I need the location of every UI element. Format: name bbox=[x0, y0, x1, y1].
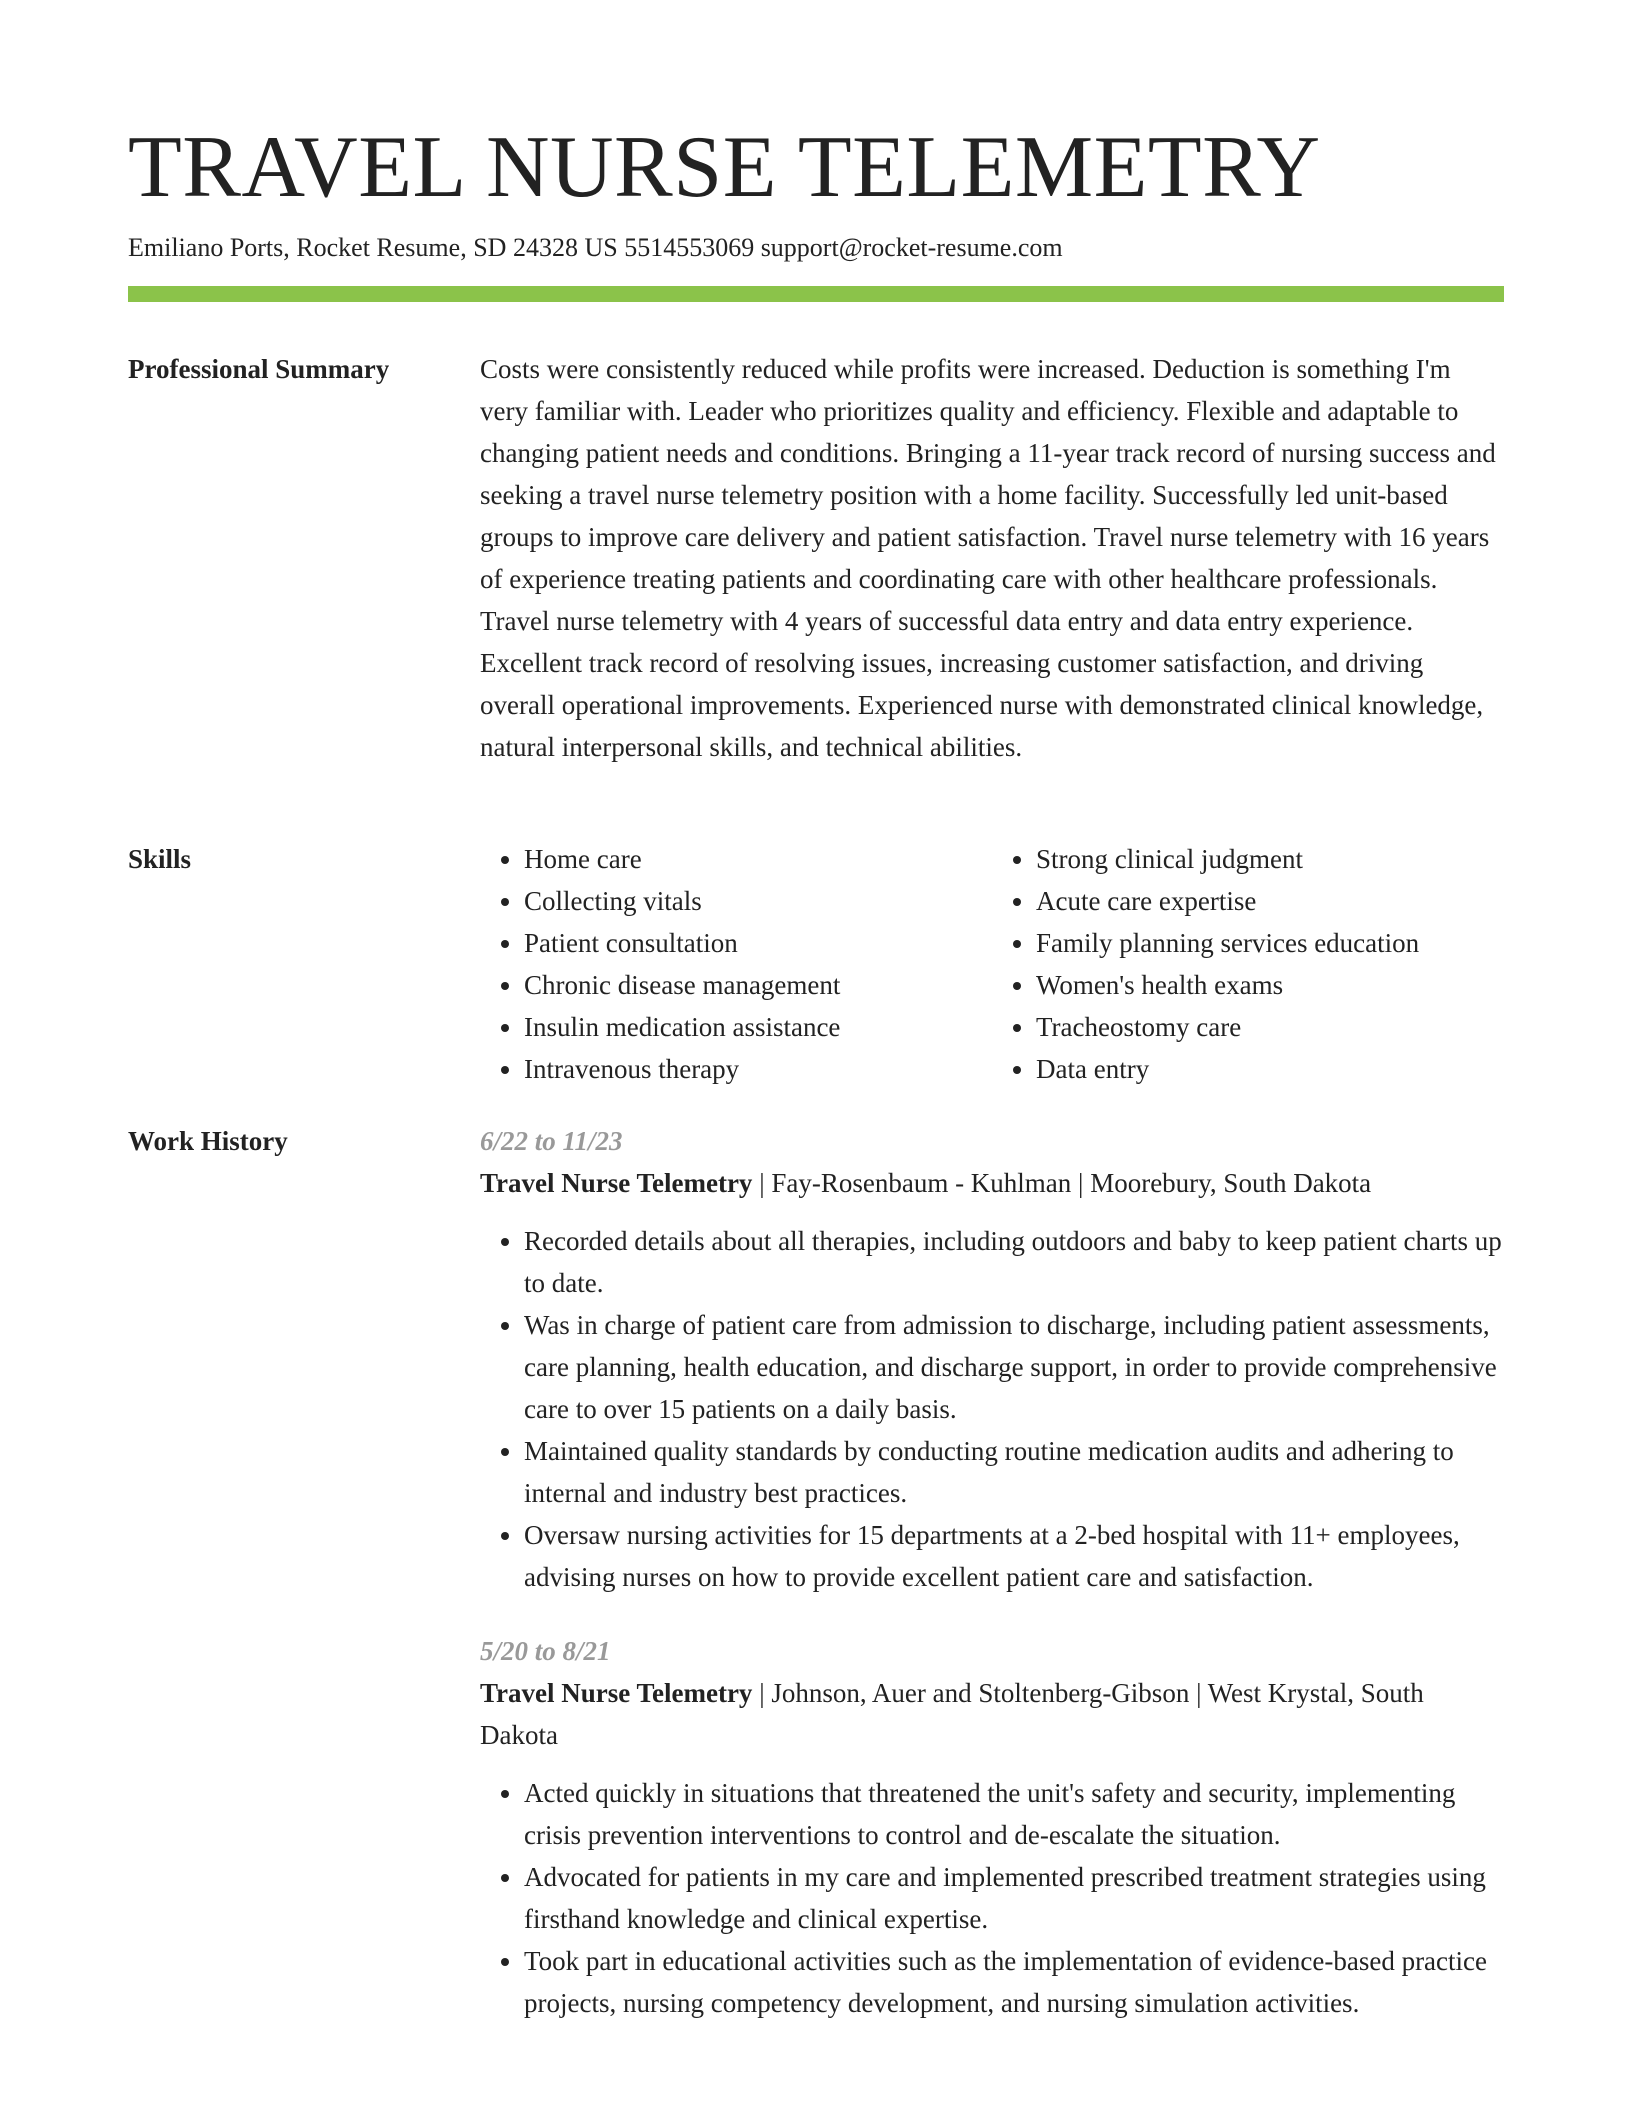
skill-item: • Women's health exams bbox=[1036, 964, 1504, 1006]
skill-item: • Home care bbox=[524, 838, 992, 880]
summary-body bbox=[480, 348, 1504, 768]
resume-title: TRAVEL NURSE TELEMETRY bbox=[128, 119, 1321, 216]
work-history-heading: Work History bbox=[128, 1126, 288, 1156]
job-entry bbox=[480, 1630, 1504, 2024]
skill-item: • Acute care expertise bbox=[1036, 880, 1504, 922]
skill-item: • Strong clinical judgment bbox=[1036, 838, 1504, 880]
job-title: Travel Nurse Telemetry bbox=[480, 1168, 753, 1198]
work-history-body bbox=[480, 1120, 1504, 2024]
duty-item: • Recorded details about all therapies, including outdoors and baby to keep patient charts up to date. bbox=[524, 1220, 1504, 1304]
skill-item: • Data entry bbox=[1036, 1048, 1504, 1090]
duty-item: • Oversaw nursing activities for 15 departments at a 2-bed hospital with 11+ employees, advising nurses on how to provide excellent patient care and satisfaction. bbox=[524, 1514, 1504, 1598]
header-divider bbox=[128, 286, 1504, 302]
job-details: | Johnson, Auer and Stoltenberg-Gibson | West Krystal, South Dakota bbox=[480, 1678, 1424, 1750]
summary-text: Costs were consistently reduced while profits were increased. Deduction is something I'm very familiar with. Leader who prioritizes quality and efficiency. Flexible and adaptable to changing patient needs and conditions. Bringing a 11-year track record of nursing success and seeking a travel nurse telemetry position with a home facility. Successfully led unit-based groups to improve care delivery and patient satisfaction. Travel nurse telemetry with 16 years of experience treating patients and coordinating care with other healthcare professionals. Travel nurse telemetry with 4 years of successful data entry and data entry experience. Excellent track record of resolving issues, increasing customer satisfaction, and driving overall operational improvements. Experienced nurse with demonstrated clinical knowledge, natural interpersonal skills, and technical abilities. bbox=[480, 354, 1496, 762]
skills-heading: Skills bbox=[128, 844, 192, 874]
job-duties bbox=[480, 1772, 1504, 2024]
duty-item: • Was in charge of patient care from admission to discharge, including patient assessments, care planning, health education, and discharge support, in order to provide comprehensive care to over 15 patients on a daily basis. bbox=[524, 1304, 1504, 1430]
skill-item: • Patient consultation bbox=[524, 922, 992, 964]
contact-email: support@rocket-resume.com bbox=[760, 233, 1063, 262]
skill-item: • Collecting vitals bbox=[524, 880, 992, 922]
job-entry bbox=[480, 1120, 1504, 1598]
skill-item: • Intravenous therapy bbox=[524, 1048, 992, 1090]
contact-phone: 5514553069 bbox=[624, 233, 755, 262]
skill-item: • Chronic disease management bbox=[524, 964, 992, 1006]
job-dates: 6/22 to 11/23 bbox=[480, 1126, 623, 1156]
skill-item: • Tracheostomy care bbox=[1036, 1006, 1504, 1048]
job-details: | Fay-Rosenbaum - Kuhlman | Moorebury, South Dakota bbox=[752, 1168, 1372, 1198]
contact-line bbox=[128, 230, 1063, 266]
skill-item: • Family planning services education bbox=[1036, 922, 1504, 964]
summary-heading: Professional Summary bbox=[128, 354, 390, 384]
duty-item: • Took part in educational activities such as the implementation of evidence-based practice projects, nursing competency development, and nursing simulation activities. bbox=[524, 1940, 1504, 2024]
job-dates: 5/20 to 8/21 bbox=[480, 1636, 611, 1666]
duty-item: • Acted quickly in situations that threatened the unit's safety and security, implementing crisis prevention interventions to control and de-escalate the situation. bbox=[524, 1772, 1504, 1856]
duty-item: • Advocated for patients in my care and implemented prescribed treatment strategies using firsthand knowledge and clinical expertise. bbox=[524, 1856, 1504, 1940]
contact-city: Rocket Resume, bbox=[296, 233, 467, 262]
skills-list-right bbox=[992, 838, 1504, 1090]
duty-item: • Maintained quality standards by conducting routine medication audits and adhering to internal and industry best practices. bbox=[524, 1430, 1504, 1514]
job-heading bbox=[480, 1672, 1504, 1756]
skills-body bbox=[480, 838, 1504, 1090]
contact-name: Emiliano Ports, bbox=[128, 233, 290, 262]
skills-list-left bbox=[480, 838, 992, 1090]
job-heading bbox=[480, 1162, 1504, 1204]
job-duties bbox=[480, 1220, 1504, 1598]
job-title: Travel Nurse Telemetry bbox=[480, 1678, 753, 1708]
skill-item: • Insulin medication assistance bbox=[524, 1006, 992, 1048]
contact-region: SD 24328 US bbox=[473, 233, 618, 262]
